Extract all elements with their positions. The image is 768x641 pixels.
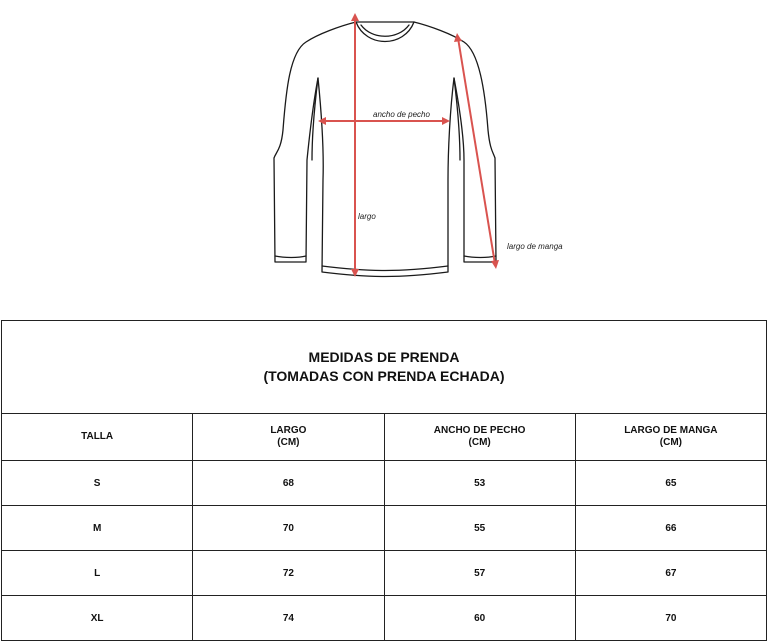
- cell-size: XL: [2, 596, 193, 641]
- cell-largo: 72: [193, 551, 384, 596]
- cell-ancho: 57: [384, 551, 575, 596]
- chest-width-label: ancho de pecho: [373, 110, 430, 119]
- table-row: [2, 596, 767, 641]
- measure-lines: [318, 13, 499, 277]
- garment-diagram: [0, 0, 768, 300]
- header-ancho-de-pecho: [384, 414, 575, 461]
- table-title: [2, 321, 767, 414]
- header-talla: [2, 414, 193, 461]
- header-largo-de-manga: [575, 414, 766, 461]
- header-largo: [193, 414, 384, 461]
- cell-manga: 66: [575, 506, 766, 551]
- table-row: [2, 461, 767, 506]
- header-ancho-text: ANCHO DE PECHO: [433, 425, 526, 436]
- length-arrow-top: [351, 13, 359, 21]
- sweater-outline: [274, 22, 496, 277]
- chest-arrow-right: [442, 117, 450, 125]
- header-manga-text: LARGO DE MANGA: [624, 425, 718, 436]
- cell-size: L: [2, 551, 193, 596]
- header-talla-text: TALLA: [81, 431, 114, 442]
- cell-manga: 70: [575, 596, 766, 641]
- cell-largo: 68: [193, 461, 384, 506]
- table-title-line-2: (TOMADAS CON PRENDA ECHADA): [263, 368, 505, 384]
- table-header-row: [2, 414, 767, 461]
- cell-largo: 74: [193, 596, 384, 641]
- cell-ancho: 55: [384, 506, 575, 551]
- cell-ancho: 60: [384, 596, 575, 641]
- cell-ancho: 53: [384, 461, 575, 506]
- sleeve-length-label: largo de manga: [507, 242, 563, 251]
- cell-size: M: [2, 506, 193, 551]
- cell-manga: 65: [575, 461, 766, 506]
- sleeve-arrow-bottom: [491, 260, 499, 269]
- cell-size: S: [2, 461, 193, 506]
- header-manga-unit: (CM): [659, 437, 682, 448]
- table-title-line-1: MEDIDAS DE PRENDA: [308, 349, 460, 365]
- size-chart-table: [1, 320, 767, 641]
- header-largo-unit: (CM): [277, 437, 300, 448]
- length-label: largo: [358, 212, 376, 221]
- table-row: [2, 551, 767, 596]
- header-largo-text: LARGO: [270, 425, 307, 436]
- cell-manga: 67: [575, 551, 766, 596]
- table-title-row: [2, 321, 767, 414]
- table-row: [2, 506, 767, 551]
- cell-largo: 70: [193, 506, 384, 551]
- header-ancho-unit: (CM): [468, 437, 491, 448]
